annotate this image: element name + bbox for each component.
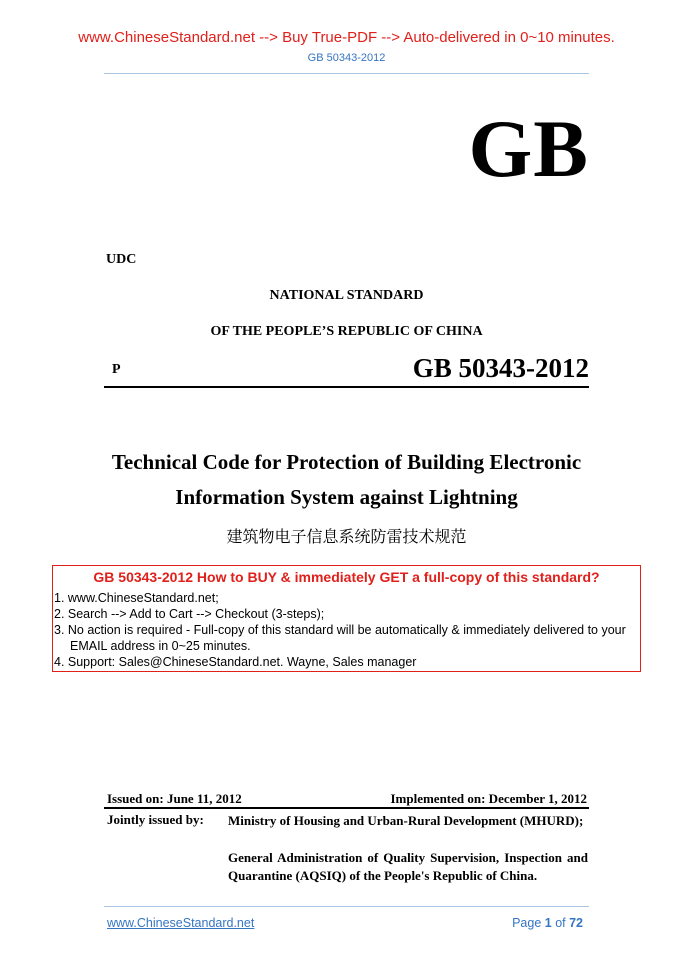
page-current: 1 <box>544 916 552 930</box>
buy-info-box <box>52 565 641 672</box>
issuer-aqsiq: General Administration of Quality Supervision, Inspection and Quarantine (AQSIQ) of the People's Republic of China. <box>228 850 588 883</box>
footer-website-link[interactable]: www.ChineseStandard.net <box>107 916 255 930</box>
implemented-date: Implemented on: December 1, 2012 <box>390 791 587 806</box>
page-indicator <box>512 916 583 930</box>
page-prefix: Page <box>512 916 545 930</box>
buy-step-item[interactable]: 1. www.ChineseStandard.net; <box>54 591 219 605</box>
buy-step-item: 2. Search --> Add to Cart --> Checkout (3-steps); <box>54 607 325 621</box>
issued-date: Issued on: June 11, 2012 <box>107 791 242 806</box>
udc-label: UDC <box>106 252 137 267</box>
page-total: 72 <box>569 916 583 930</box>
page-of: of <box>551 916 570 930</box>
buy-steps-list <box>53 590 640 670</box>
header-divider <box>104 73 589 74</box>
top-banner-link[interactable]: www.ChineseStandard.net --> Buy True-PDF --> Auto-delivered in 0~10 minutes. <box>78 29 615 46</box>
jointly-issued-label: Jointly issued by: <box>107 812 204 827</box>
standard-number: GB 50343-2012 <box>412 353 589 383</box>
document-title-chinese: 建筑物电子信息系统防雷技术规范 <box>226 527 467 546</box>
classification-letter: P <box>112 362 121 377</box>
standard-number-rule <box>104 386 589 388</box>
header-standard-code: GB 50343-2012 <box>307 52 386 64</box>
buy-step-item: 4. Support: Sales@ChineseStandard.net. Wayne, Sales manager <box>54 655 417 669</box>
issue-dates-rule <box>104 807 589 809</box>
document-title-line-1: Technical Code for Protection of Building Electronic <box>111 450 582 474</box>
issuer-mhurd: Ministry of Housing and Urban-Rural Development (MHURD); <box>228 813 584 828</box>
country-heading: OF THE PEOPLE’S REPUBLIC OF CHINA <box>210 324 483 339</box>
document-title-line-2: Information System against Lightning <box>175 485 518 509</box>
footer-divider <box>104 906 589 907</box>
gb-logo: GB <box>468 103 589 194</box>
buy-step-item: 3. No action is required - Full-copy of this standard will be automatically & immediately delivered to your EMAIL address in 0~25 minutes. <box>54 623 626 653</box>
national-standard-heading: NATIONAL STANDARD <box>269 288 424 303</box>
buy-box-title: GB 50343-2012 How to BUY & immediately GET a full-copy of this standard? <box>93 569 600 585</box>
